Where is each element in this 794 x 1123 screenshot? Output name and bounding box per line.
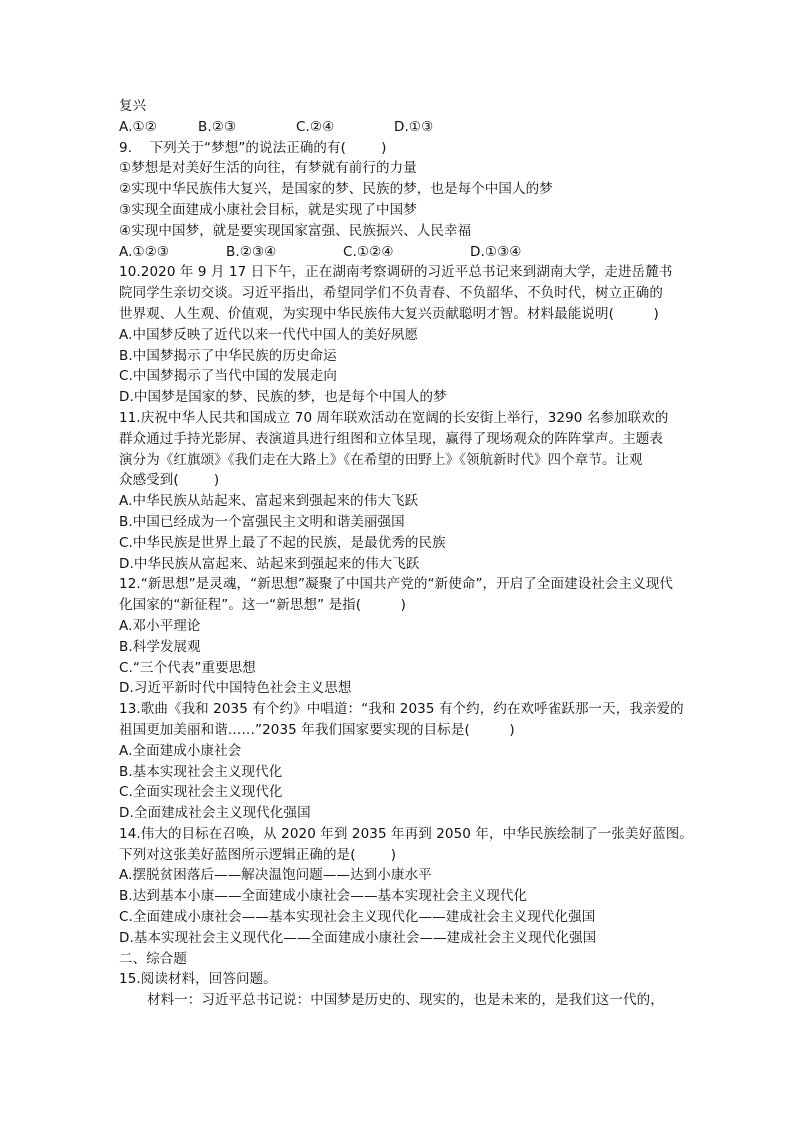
text-line: 复兴	[119, 98, 147, 114]
question-12-line-2: 化国家的“新征程”。这一“新思想” 是指( )	[119, 597, 407, 614]
question-11-line-2: 群众通过手持光影屏、表演道具进行组图和立体呈现，赢得了现场观众的阵阵掌声。主题表	[119, 430, 663, 447]
option-b: B.②③	[198, 118, 237, 135]
question-15-stem: 15.阅读材料，回答问题。	[119, 971, 277, 988]
option-a: A.邓小平理论	[119, 617, 201, 634]
option-d: D.习近平新时代中国特色社会主义思想	[119, 680, 352, 697]
option-b: B.科学发展观	[119, 638, 201, 655]
question-11-line-1: 11.庆祝中华人民共和国成立 70 周年联欢活动在宽阔的长安街上举行，3290 名参加联欢的	[119, 409, 669, 426]
option-c: C.②④	[296, 118, 335, 135]
option-a: A.全面建成小康社会	[119, 742, 242, 759]
answer-options-q8	[119, 117, 689, 138]
option-c: C.①②④	[343, 243, 394, 260]
option-b: B.中国梦揭示了中华民族的历史命运	[119, 347, 337, 364]
statement-2: ②实现中华民族伟大复兴，是国家的梦、民族的梦，也是每个中国人的梦	[119, 181, 553, 198]
option-a: A.①②	[119, 118, 157, 135]
question-14-line-1: 14.伟大的目标在召唤，从 2020 年到 2035 年再到 2050 年，中华民族绘制了一张美好蓝图。	[119, 825, 693, 842]
option-a: A.①②③	[119, 243, 170, 260]
question-11-line-4: 众感受到( )	[119, 472, 220, 489]
option-c: C.中华民族是世界上最了不起的民族，是最优秀的民族	[119, 534, 446, 551]
statement-1: ①梦想是对美好生活的向往，有梦就有前行的力量	[119, 160, 417, 177]
question-12-line-1: 12.“新思想”是灵魂，“新思想”凝聚了中国共产党的“新使命”，开启了全面建设社会主义现代	[119, 576, 673, 593]
option-d: D.①③④	[470, 243, 522, 260]
option-a: A.中国梦反映了近代以来一代代中国人的美好夙愿	[119, 326, 419, 343]
question-13-line-2: 祖国更加美丽和谐……”2035 年我们国家要实现的目标是( )	[119, 721, 515, 738]
option-b: B.达到基本小康——全面建成小康社会——基本实现社会主义现代化	[119, 888, 528, 905]
question-10-line-1: 10.2020 年 9 月 17 日下午，正在湖南考察调研的习近平总书记来到湖南大学，走进岳麓书	[119, 264, 673, 281]
question-10-line-2: 院同学生亲切交谈。习近平指出，希望同学们不负青春、不负韶华、不负时代，树立正确的	[119, 285, 663, 302]
option-d: D.基本实现社会主义现代化——全面建成小康社会——建成社会主义现代化强国	[119, 929, 597, 946]
question-10-line-3: 世界观、人生观、价值观，为实现中华民族伟大复兴贡献聪明才智。材料最能说明( )	[119, 305, 659, 322]
question-14-line-2: 下列对这张美好蓝图所示逻辑正确的是( )	[119, 846, 397, 863]
option-b: B.基本实现社会主义现代化	[119, 763, 283, 780]
option-a: A.中华民族从站起来、富起来到强起来的伟大飞跃	[119, 493, 419, 510]
question-9-stem: 9. 下列关于“梦想”的说法正确的有( )	[119, 139, 387, 156]
option-b: B.中国已经成为一个富强民主文明和谐美丽强国	[119, 513, 405, 530]
option-b: B.②③④	[226, 243, 277, 260]
statement-3: ③实现全面建成小康社会目标，就是实现了中国梦	[119, 201, 417, 218]
question-13-line-1: 13.歌曲《我和 2035 有个约》中唱道：“我和 2035 有个约，约在欢呼雀跃那一天，我亲爱的	[119, 701, 684, 718]
option-c: C.全面实现社会主义现代化	[119, 784, 283, 801]
statement-4: ④实现中国梦，就是要实现国家富强、民族振兴、人民幸福	[119, 222, 472, 239]
section-heading: 二、综合题	[119, 950, 187, 967]
option-d: D.①③	[394, 118, 434, 135]
option-c: C.中国梦揭示了当代中国的发展走向	[119, 368, 337, 385]
option-c: C.“三个代表”重要思想	[119, 659, 256, 676]
option-a: A.摆脱贫困落后——解决温饱问题——达到小康水平	[119, 867, 432, 884]
question-11-line-3: 演分为《红旗颂》《我们走在大路上》《在希望的田野上》《领航新时代》四个章节。让观	[119, 451, 643, 468]
option-d: D.全面建成社会主义现代化强国	[119, 805, 311, 822]
option-c: C.全面建成小康社会——基本实现社会主义现代化——建成社会主义现代化强国	[119, 909, 596, 926]
document-page	[119, 96, 693, 1011]
material-1: 材料一：习近平总书记说：中国梦是历史的、现实的，也是未来的，是我们这一代的，	[147, 992, 664, 1009]
answer-options-q9	[119, 242, 689, 263]
option-d: D.中华民族从富起来、站起来到强起来的伟大飞跃	[119, 555, 420, 572]
option-d: D.中国梦是国家的梦、民族的梦，也是每个中国人的梦	[119, 389, 447, 406]
